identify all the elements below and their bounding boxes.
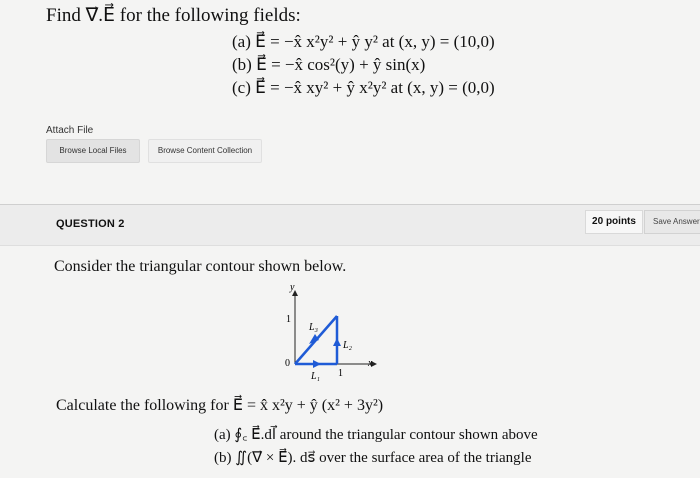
l2-direction-arrow-icon [333,338,341,346]
x-tick-label: 1 [338,368,343,379]
browse-content-collection-button[interactable]: Browse Content Collection [148,139,262,163]
y-axis-label: y [290,282,295,293]
question-2-parts [214,424,538,470]
question-2-label: QUESTION 2 [56,218,125,230]
origin-label: 0 [285,358,290,369]
field-b: (b) E⃗ = −x̂ cos²(y) + ŷ sin(x) [232,55,426,74]
question-2-intro: Consider the triangular contour shown below. [54,258,347,275]
browse-local-files-button[interactable]: Browse Local Files [46,139,140,163]
triangle-contour-diagram [275,282,385,382]
y-tick-label: 1 [286,314,291,325]
l2-label: L₂ [343,340,353,351]
question-1-fields [232,30,495,99]
l1-direction-arrow-icon [313,360,321,368]
field-a: (a) E⃗ = −x̂ x²y² + ŷ y² at (x, y) = (10,0) [232,32,495,51]
save-answer-button[interactable]: Save Answer [644,210,700,234]
l1-label: L₁ [311,371,321,382]
part-a: (a) ∮꜀ E⃗.dl⃗ around the triangular contour shown above [214,427,538,443]
calculate-instruction: Calculate the following for E⃗ = x̂ x²y + ŷ (x² + 3y²) [56,397,384,414]
l3-label: L₃ [309,322,319,333]
field-c: (c) E⃗ = −x̂ xy² + ŷ x²y² at (x, y) = (0,0) [232,78,495,97]
question-1-title: Find ∇⃗.E⃗ for the following fields: [46,5,301,26]
points-badge: 20 points [585,210,643,234]
attach-file-label: Attach File [46,125,94,136]
x-axis-label: x [368,358,373,369]
part-b: (b) ∬(∇⃗ × E⃗). ds⃗ over the surface area of the triangle [214,450,532,466]
